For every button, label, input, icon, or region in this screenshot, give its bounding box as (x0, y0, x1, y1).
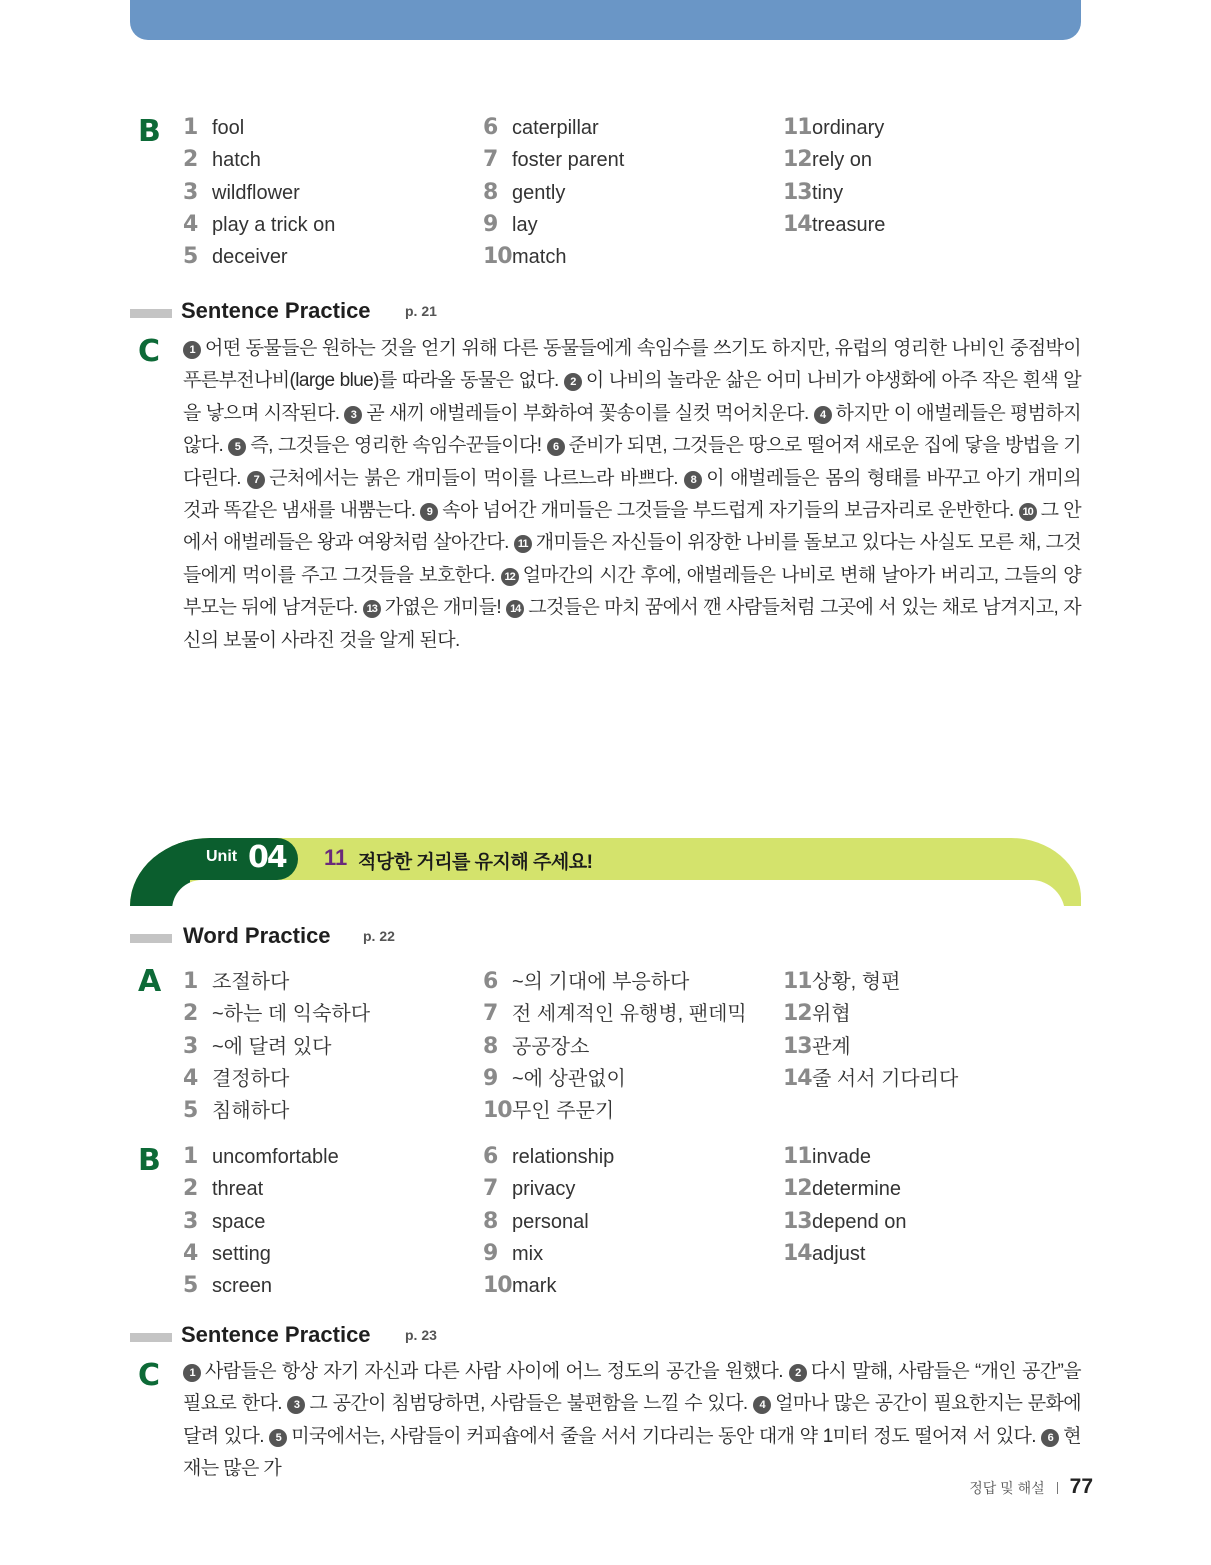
sentence-text: 그것들은 마치 꿈에서 깬 사람들처럼 그곳에 서 있는 채로 남겨지고, 자신의 보물이 사라진 것을 알게 된다. (183, 597, 1081, 651)
item-number: 4 (183, 211, 198, 237)
item-word: 관계 (812, 1035, 851, 1058)
item-word: ordinary (812, 117, 885, 139)
section-title: Word Practice (183, 923, 331, 948)
item-number: 14 (783, 211, 812, 237)
item-number: 5 (183, 244, 198, 270)
item-word: 줄 서서 기다리다 (812, 1067, 959, 1090)
item-number: 13 (783, 1208, 812, 1234)
sentence-text: 하지만 이 애벌레들은 평범하지 않다. (183, 402, 1081, 457)
sentence-text: 속아 넘어간 개미들은 그것들을 부드럽게 자기들의 보금자리로 운반한다. (442, 500, 1019, 522)
item-word: fool (212, 117, 245, 139)
item-number: 4 (183, 1240, 198, 1266)
banner-inner-cutout (172, 880, 1065, 906)
footer-divider (1057, 1482, 1058, 1494)
sentence-text: 그 공간이 침범당하면, 사람들은 불편함을 느낄 수 있다. (309, 1393, 754, 1415)
sentence-number-badge: 3 (287, 1396, 305, 1414)
word-item (783, 212, 885, 237)
word-item (483, 997, 747, 1026)
item-number: 8 (483, 1208, 498, 1234)
word-item (183, 180, 300, 205)
item-word: space (212, 1210, 266, 1233)
section-letter-b: B (138, 1143, 161, 1178)
item-word: wildflower (212, 181, 300, 204)
item-number: 6 (483, 1144, 498, 1169)
translation-paragraph (183, 333, 1081, 657)
item-word: invade (812, 1146, 871, 1168)
page-reference: p. 23 (405, 1327, 437, 1343)
item-word: threat (212, 1178, 264, 1201)
item-word: ~하는 데 익숙하다 (212, 1003, 371, 1026)
word-item (783, 965, 900, 994)
item-number: 13 (783, 1033, 812, 1059)
item-word: 결정하다 (212, 1067, 290, 1090)
word-item (783, 997, 851, 1026)
word-item (483, 212, 538, 237)
sentence-text: 이 나비의 놀라운 삶은 어미 나비가 야생화에 아주 작은 흰색 알을 낳으며 시작된다. (183, 370, 1081, 424)
sentence-number-badge: 13 (363, 600, 381, 618)
item-word: 위협 (812, 1003, 851, 1026)
item-word: 무인 주문기 (512, 1100, 615, 1123)
sentence-text: 곧 새끼 애벌레들이 부화하여 꽃송이를 실컷 먹어치운다. (366, 402, 814, 424)
top-header-bar (130, 0, 1081, 40)
header-bar-decoration (130, 309, 172, 318)
item-word: play a trick on (212, 213, 336, 236)
item-number: 14 (783, 1240, 812, 1266)
section-letter-a: A (138, 964, 162, 999)
sentence-number-badge: 8 (684, 471, 702, 489)
sentence-text: 개미들은 자신들이 위장한 나비를 돌보고 있다는 사실도 모른 채, 그것들에게 먹이를 주고 그것들을 보호한다. (183, 532, 1081, 586)
page-number: 77 (1069, 1475, 1093, 1498)
sentence-text: 얼마간의 시간 후에, 애벌레들은 나비로 변해 날아가 버리고, 그들의 양부모는 뒤에 남겨둔다. (183, 564, 1081, 619)
word-item (183, 1062, 289, 1091)
word-item (783, 1030, 851, 1059)
sentence-text: 이 애벌레들은 몸의 형태를 바꾸고 아기 개미의 것과 똑같은 냄새를 내뿜는다. (183, 467, 1081, 522)
sentence-number-badge: 14 (506, 600, 524, 618)
item-word: 침해하다 (212, 1100, 290, 1123)
sentence-text: 그 안에서 애벌레들은 왕과 여왕처럼 살아간다. (183, 500, 1082, 554)
word-item (183, 1273, 272, 1298)
word-item (183, 1144, 339, 1169)
sentence-number-badge: 3 (344, 406, 362, 424)
item-word: ~에 상관없이 (512, 1067, 626, 1090)
item-number: 14 (783, 1065, 812, 1091)
item-number: 7 (483, 147, 498, 173)
word-item (783, 1209, 907, 1234)
word-item (483, 1030, 589, 1059)
item-number: 9 (483, 1065, 498, 1091)
unit-number: 04 (248, 840, 286, 875)
item-word: 전 세계적인 유행병, 팬데믹 (512, 1003, 747, 1026)
sentence-text: 다시 말해, 사람들은 “개인 공간”을 필요로 한다. (183, 1361, 1082, 1415)
item-word: uncomfortable (212, 1146, 339, 1168)
word-item (483, 1273, 556, 1298)
word-item (783, 1062, 958, 1091)
word-item (483, 1176, 575, 1201)
item-number: 2 (183, 1176, 198, 1202)
word-item (183, 244, 288, 269)
item-number: 4 (183, 1065, 198, 1091)
unit-banner (130, 838, 1081, 906)
word-item (483, 965, 689, 994)
word-item (183, 997, 370, 1026)
word-item (483, 115, 599, 140)
word-item (783, 1176, 901, 1201)
sentence-number-badge: 4 (753, 1396, 771, 1414)
item-number: 1 (183, 1144, 198, 1169)
word-item (783, 180, 843, 205)
item-word: lay (512, 213, 538, 236)
sentence-number-badge: 10 (1019, 503, 1037, 521)
word-item (783, 115, 884, 140)
item-number: 9 (483, 211, 498, 237)
sentence-text: 가엾은 개미들! (384, 597, 507, 619)
item-number: 13 (783, 179, 812, 205)
translation-paragraph (183, 1356, 1081, 1486)
word-item (483, 1241, 543, 1266)
item-word: treasure (812, 213, 886, 236)
word-item (783, 1144, 871, 1169)
item-word: tiny (812, 181, 844, 204)
section-letter-b: B (138, 114, 161, 149)
sentence-text: 준비가 되면, 그것들은 땅으로 떨어져 새로운 집에 닿을 방법을 기다린다. (183, 435, 1081, 489)
word-item (483, 180, 565, 205)
word-item (183, 1176, 263, 1201)
word-item (483, 1144, 614, 1169)
lesson-title: 적당한 거리를 유지해 주세요! (358, 852, 593, 873)
word-item (183, 1030, 331, 1059)
sentence-text: 어떤 동물들은 원하는 것을 얻기 위해 다른 동물들에게 속임수를 쓰기도 하지만, 유럽의 영리한 나비인 중점박이푸른부전나비(large blue)를 따라올 동물은 없다. (183, 338, 1081, 392)
header-bar-decoration (130, 934, 172, 943)
item-word: mark (512, 1275, 557, 1298)
sentence-number-badge: 2 (789, 1364, 807, 1382)
sentence-text: 사람들은 항상 자기 자신과 다른 사람 사이에 어느 정도의 공간을 원했다. (205, 1361, 789, 1382)
word-item (183, 212, 335, 237)
word-item (183, 115, 244, 140)
sentence-text: 근처에서는 붉은 개미들이 먹이를 나르느라 바쁘다. (269, 467, 685, 489)
item-word: hatch (212, 149, 261, 172)
item-word: relationship (512, 1146, 615, 1168)
sentence-number-badge: 7 (247, 471, 265, 489)
section-letter-c: C (138, 334, 161, 369)
item-word: ~에 달려 있다 (212, 1035, 332, 1058)
word-item (483, 1094, 614, 1123)
sentence-text: 미국에서는, 사람들이 커피숍에서 줄을 서서 기다리는 동안 대개 약 1미터 정도 떨어져 서 있다. (291, 1425, 1042, 1447)
item-number: 7 (483, 1176, 498, 1202)
item-number: 6 (483, 115, 498, 140)
item-number: 5 (183, 1098, 198, 1124)
item-number: 1 (183, 115, 198, 140)
word-item (183, 1209, 265, 1234)
item-number: 5 (183, 1273, 198, 1299)
item-number: 11 (783, 1144, 812, 1169)
sentence-number-badge: 12 (501, 568, 519, 586)
item-word: determine (812, 1178, 901, 1201)
word-item (783, 147, 872, 172)
item-number: 12 (783, 1176, 812, 1202)
item-number: 3 (183, 179, 198, 205)
sentence-number-badge: 4 (814, 406, 832, 424)
item-number: 10 (483, 244, 512, 270)
word-item (483, 244, 566, 269)
sentence-number-badge: 11 (514, 535, 532, 553)
item-word: foster parent (512, 149, 625, 172)
section-letter-c: C (138, 1358, 161, 1393)
sentence-number-badge: 5 (269, 1429, 287, 1447)
item-number: 8 (483, 179, 498, 205)
sentence-text: 즉, 그것들은 영리한 속임수꾼들이다! (250, 435, 547, 457)
item-number: 7 (483, 1001, 498, 1027)
sentence-number-badge: 1 (183, 1364, 201, 1382)
item-number: 2 (183, 1001, 198, 1027)
item-word: adjust (812, 1242, 866, 1265)
item-word: personal (512, 1210, 589, 1233)
sentence-number-badge: 2 (564, 373, 582, 391)
item-word: ~의 기대에 부응하다 (512, 971, 690, 993)
item-word: 조절하다 (212, 971, 290, 993)
page-reference: p. 22 (363, 928, 395, 944)
item-word: caterpillar (512, 117, 599, 139)
sentence-text: 현재는 많은 가 (183, 1425, 1081, 1480)
item-number: 10 (483, 1098, 512, 1124)
item-word: screen (212, 1275, 273, 1298)
item-number: 12 (783, 1001, 812, 1027)
item-word: 공공장소 (512, 1035, 590, 1058)
sentence-number-badge: 6 (547, 438, 565, 456)
sentence-number-badge: 1 (183, 341, 201, 359)
item-number: 10 (483, 1273, 512, 1299)
unit-label: Unit (206, 848, 238, 865)
item-word: mix (512, 1242, 544, 1265)
item-number: 9 (483, 1240, 498, 1266)
item-number: 2 (183, 147, 198, 173)
item-word: gently (512, 181, 566, 204)
section-title: Sentence Practice (181, 1322, 371, 1347)
sentence-text: 얼마나 많은 공간이 필요한지는 문화에 달려 있다. (183, 1393, 1082, 1447)
item-number: 1 (183, 969, 198, 994)
item-number: 3 (183, 1033, 198, 1059)
item-word: deceiver (212, 246, 288, 269)
word-item (183, 1094, 289, 1123)
item-number: 8 (483, 1033, 498, 1059)
item-word: setting (212, 1242, 271, 1265)
word-item (483, 1209, 589, 1234)
item-number: 6 (483, 969, 498, 994)
word-item (183, 965, 289, 994)
lesson-number: 11 (324, 845, 348, 870)
word-item (183, 1241, 271, 1266)
page-footer (969, 1475, 1093, 1499)
word-item (483, 147, 624, 172)
item-word: match (512, 246, 567, 269)
item-number: 12 (783, 147, 812, 173)
item-number: 11 (783, 115, 812, 140)
word-item (783, 1241, 865, 1266)
item-word: rely on (812, 149, 873, 172)
section-title: Sentence Practice (181, 298, 371, 323)
page-reference: p. 21 (405, 303, 437, 319)
sentence-number-badge: 6 (1041, 1429, 1059, 1447)
item-word: 상황, 형편 (812, 971, 901, 993)
item-word: privacy (512, 1178, 576, 1201)
footer-label: 정답 및 해설 (969, 1480, 1045, 1496)
sentence-number-badge: 9 (420, 503, 438, 521)
word-item (483, 1062, 626, 1091)
item-number: 3 (183, 1208, 198, 1234)
sentence-number-badge: 5 (228, 438, 246, 456)
item-number: 11 (783, 969, 812, 994)
header-bar-decoration (130, 1333, 172, 1342)
word-item (183, 147, 261, 172)
item-word: depend on (812, 1210, 907, 1233)
